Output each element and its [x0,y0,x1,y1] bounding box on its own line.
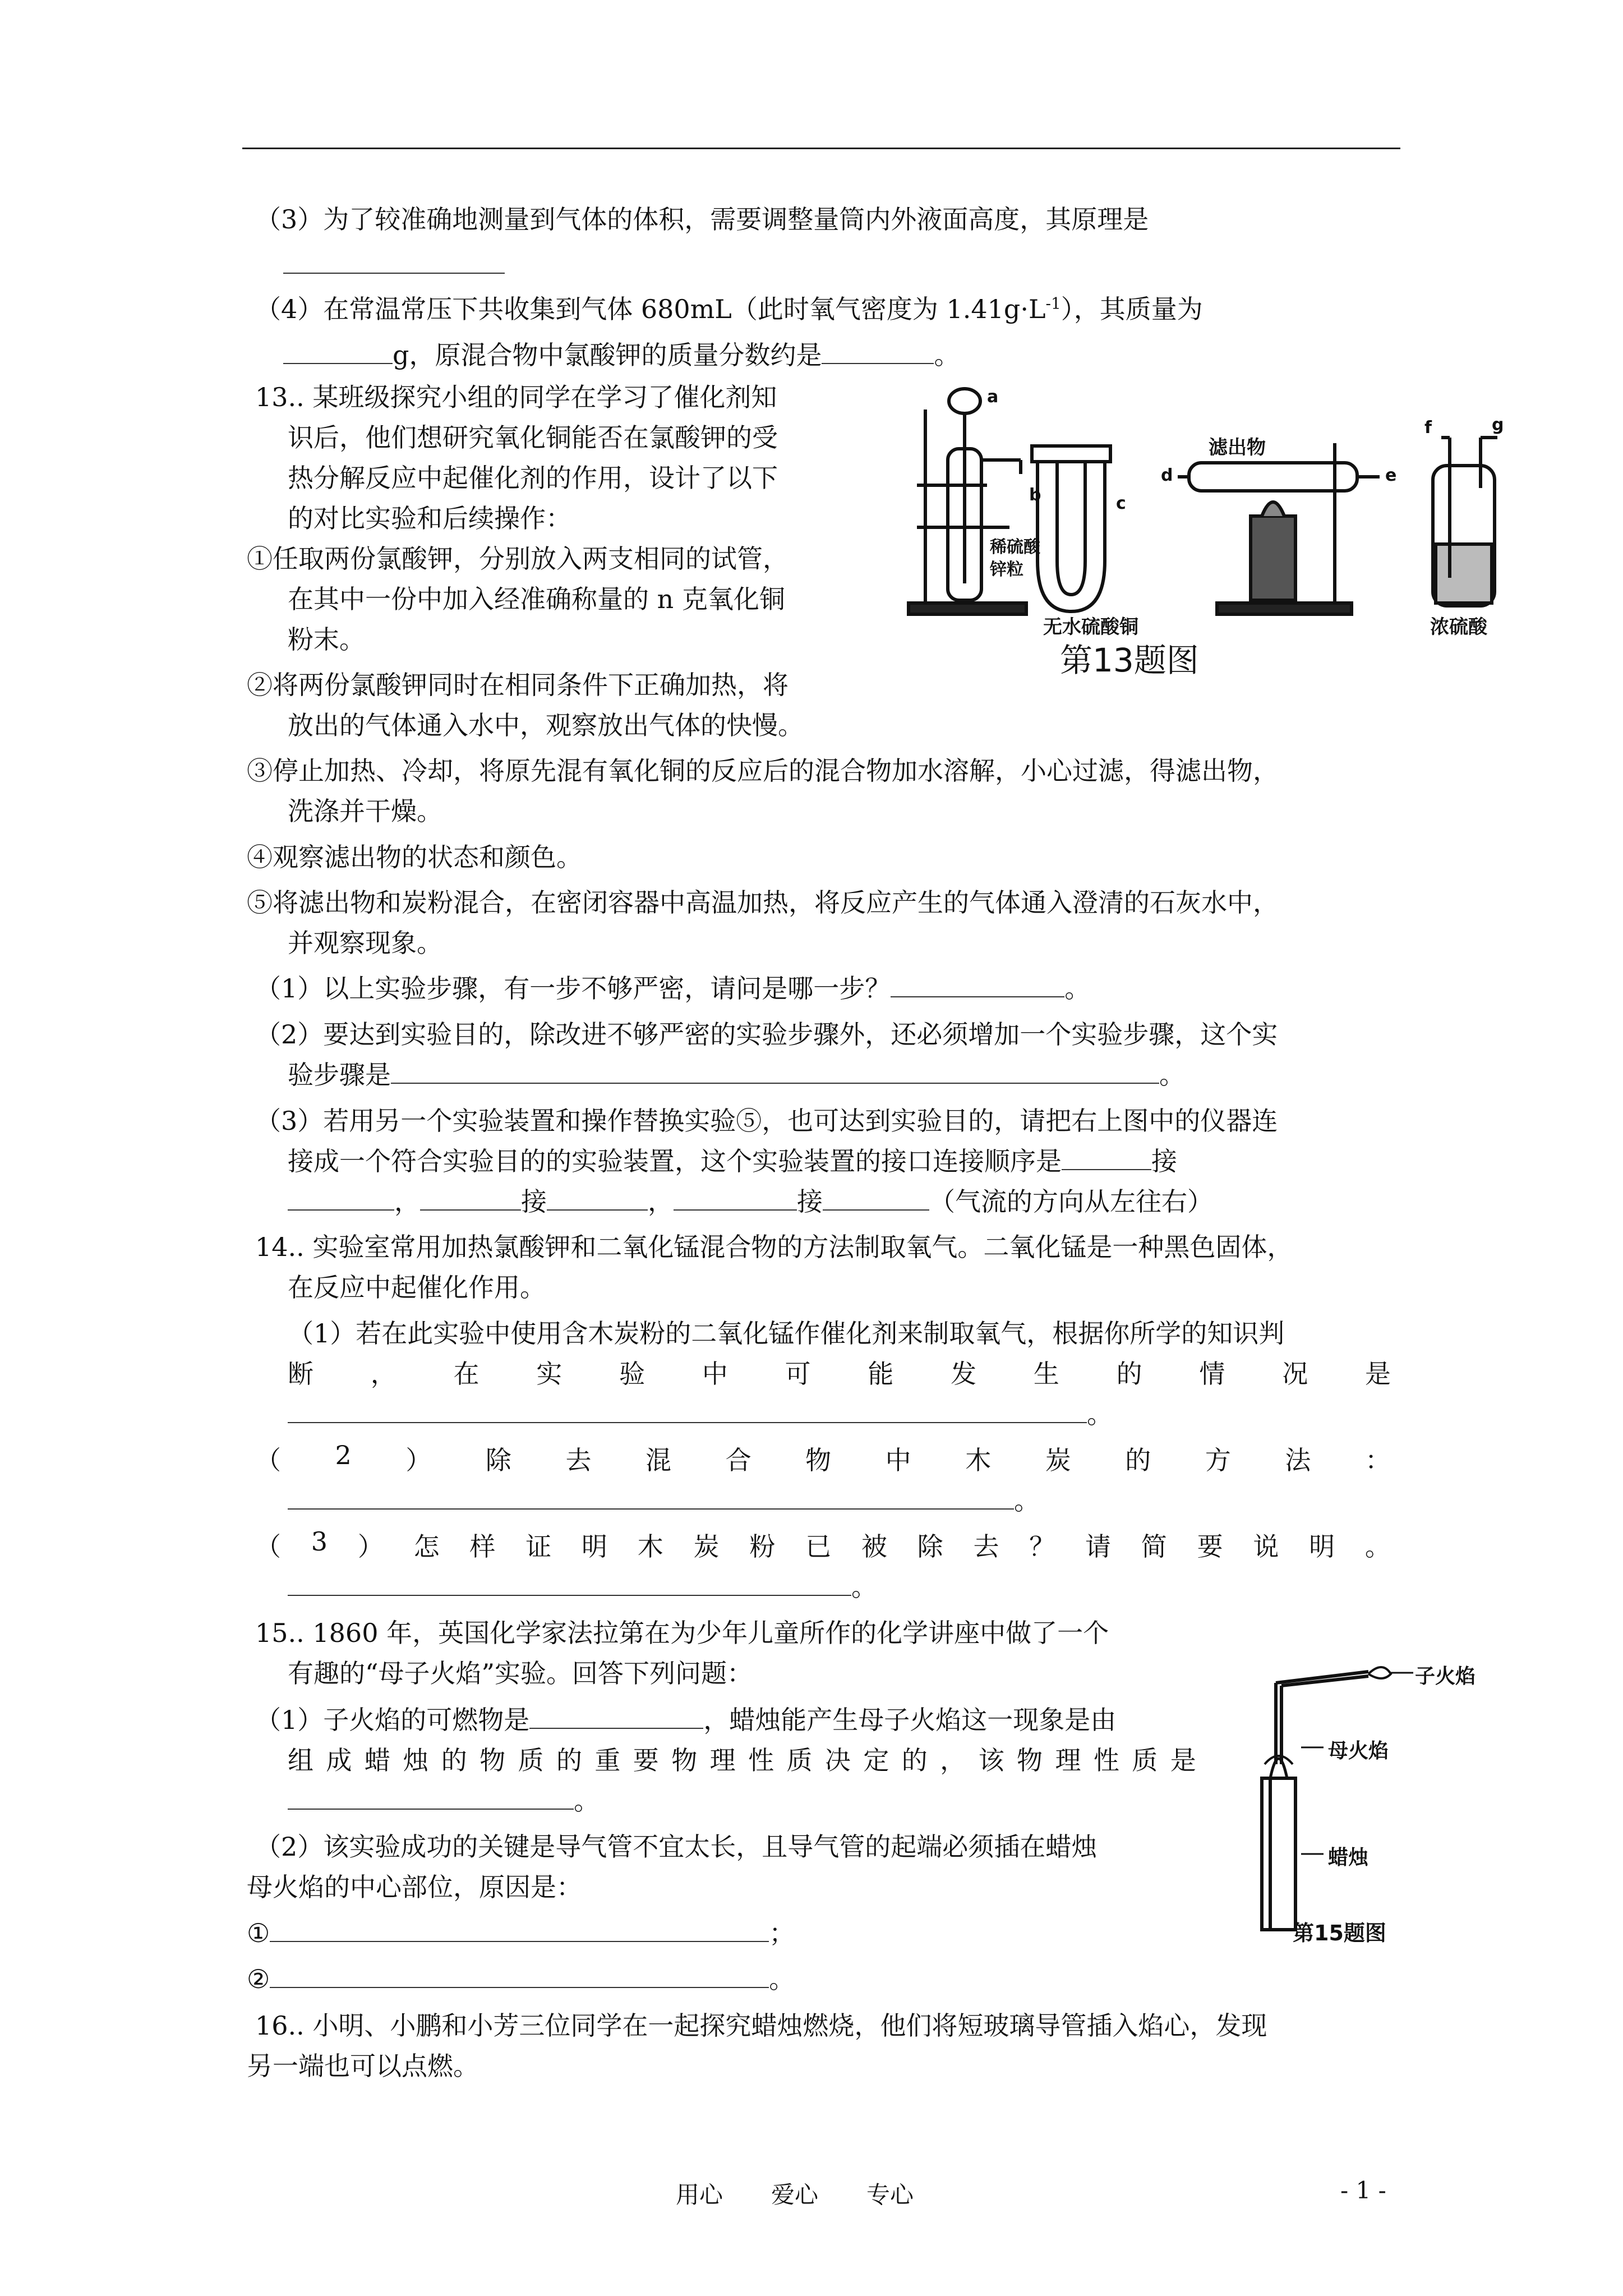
label-conc-acid: 浓硫酸 [1430,616,1487,638]
q14-ans2-1: （ 2 ） 除 去 混 合 物 中 木 炭 的 方 法 ： [255,1440,1391,1475]
q14-line2: 在反应中起催化作用。 [288,1272,546,1303]
q13-ans3-2: 接成一个符合实验目的的实验装置，这个实验装置的接口连接顺序是 接 [288,1146,1177,1176]
q15-fuel-blank[interactable] [529,1705,703,1729]
q14-ans1-2: 断 ， 在 实 验 中 可 能 发 生 的 情 况 是 [288,1359,1391,1389]
label-g: g [1492,415,1504,435]
q13-ans2-1: （2）要达到实验目的，除改进不够严密的实验步骤外，还必须增加一个实验步骤，这个实 [255,1019,1278,1050]
q14-line1: 14.. 实验室常用加热氯酸钾和二氧化锰混合物的方法制取氧气。二氧化锰是一种黑色固体， [255,1232,1293,1262]
q13-ans2-blank[interactable] [391,1060,1159,1084]
label-e: e [1385,466,1397,485]
q14-ans3-blank[interactable] [288,1572,851,1596]
q14-ans2-2: 。 [288,1480,1040,1517]
q13-step3-1: ③停止加热、冷却，将原先混有氧化铜的反应后的混合物加水溶解，小心过滤，得滤出物， [247,756,1279,786]
q14-ans3-2: 。 [288,1567,877,1604]
q13-figure-caption: 第13题图 [1060,641,1199,679]
q13-intro-4: 的对比实验和后续操作： [288,503,571,533]
q14-ans1-1: （1）若在此实验中使用含木炭粉的二氧化锰作催化剂来制取氧气，根据你所学的知识判 [288,1318,1285,1349]
q13-step1-3: 粉末。 [288,624,365,655]
label-zinc: 锌粒 [990,560,1023,579]
q15-reason-2: ② 。 [247,1964,795,1994]
q16-line1: 16.. 小明、小鹏和小芳三位同学在一起探究蜡烛燃烧，他们将短玻璃导管插入焰心，发现 [255,2010,1267,2041]
label-d: d [1161,466,1173,485]
label-cuso4: 无水硫酸铜 [1043,616,1138,638]
q15-ans1-1: （1）子火焰的可燃物是 ，蜡烛能产生母子火焰这一现象是由 [255,1705,1117,1735]
q14-ans2-blank[interactable] [288,1486,1014,1510]
q13-ans3-3: ， 接 ， 接 （气流的方向从左往右） [288,1181,1213,1218]
label-f: f [1424,418,1432,438]
label-dilute-acid: 稀硫酸 [990,537,1040,557]
q12-part3: （3）为了较准确地测量到气体的体积，需要调整量筒内外液面高度，其原理是 [255,204,1149,234]
q13-step5-2: 并观察现象。 [288,928,442,958]
label-child-flame: 子火焰 [1415,1665,1476,1688]
q13-step1-2: 在其中一份中加入经准确称量的 n 克氧化铜 [288,584,785,614]
q13-ans1: （1）以上实验步骤，有一步不够严密，请问是哪一步？ 。 [255,973,1091,1004]
q13-intro-1: 13.. 某班级探究小组的同学在学习了催化剂知 [255,382,777,412]
header-rule [242,148,1400,149]
label-c: c [1116,494,1126,513]
q15-reason-2-blank[interactable] [270,1964,769,1988]
q15-ans1-2: 组 成 蜡 烛 的 物 质 的 重 要 物 理 性 质 决 定 的 ， 该 物 理 性 质 是 [288,1745,1196,1775]
q13-step2-1: ②将两份氯酸钾同时在相同条件下正确加热，将 [247,670,789,700]
q13-step1-1: ①任取两份氯酸钾，分别放入两支相同的试管， [247,544,789,574]
q12-part4-line1: （4）在常温常压下共收集到气体 680mL（此时氧气密度为 $1.41g\cdot L^{-1}$），其质量为 [255,294,1203,324]
label-candle: 蜡烛 [1328,1846,1369,1869]
page-number: - 1 - [1340,2177,1386,2204]
q15-line2: 有趣的“母子火焰”实验。回答下列问题： [288,1658,753,1688]
q13-conn-blank-6[interactable] [823,1187,929,1211]
label-b: b [1029,485,1041,505]
q13-apparatus-figure [903,376,1509,690]
q13-ans1-blank[interactable] [891,974,1064,997]
q13-step5-1: ⑤将滤出物和炭粉混合，在密闭容器中高温加热，将反应产生的气体通入澄清的石灰水中， [247,887,1279,918]
q12-part4-line2: g，原混合物中氯酸钾的质量分数约是 。 [283,335,960,372]
label-mother-flame: 母火焰 [1328,1740,1389,1763]
q13-intro-2: 识后，他们想研究氧化铜能否在氯酸钾的受 [288,422,778,453]
q13-step2-2: 放出的气体通入水中，观察放出气体的快慢。 [288,710,804,740]
q14-ans3-1: （ 3 ） 怎 样 证 明 木 炭 粉 已 被 除 去 ？ 请 简 要 说 明 。 [255,1526,1391,1562]
q15-line1: 15.. 1860 年，英国化学家法拉第在为少年儿童所作的化学讲座中做了一个 [255,1618,1109,1648]
q15-reason-1: ① ； [247,1918,795,1948]
q15-candle-figure [1251,1660,1492,1952]
q14-ans1-blank[interactable] [288,1400,1087,1423]
footer-motto-2: 爱心 [771,2181,819,2208]
q12-part3-answer[interactable] [283,250,505,280]
q13-intro-3: 热分解反应中起催化剂的作用，设计了以下 [288,463,778,493]
q15-ans2-1: （2）该实验成功的关键是导气管不宜太长，且导气管的起端必须插在蜡烛 [255,1832,1098,1862]
q13-conn-blank-3[interactable] [420,1187,521,1211]
q13-step3-2: 洗涤并干燥。 [288,796,442,826]
footer-motto-1: 用心 [676,2181,723,2208]
footer-motto-3: 专心 [866,2181,914,2208]
q13-conn-blank-5[interactable] [674,1187,797,1211]
q15-reason-1-blank[interactable] [270,1918,769,1942]
q12-fraction-blank[interactable] [822,341,934,364]
q15-ans1-3: 。 [288,1780,600,1818]
q15-candle-drawing [1251,1660,1492,1952]
q13-step4: ④观察滤出物的状态和颜色。 [247,842,582,872]
q13-conn-blank-2[interactable] [288,1187,394,1211]
label-a: a [987,387,999,407]
q13-conn-blank-4[interactable] [547,1187,648,1211]
q15-ans2-2: 母火焰的中心部位，原因是： [247,1872,582,1902]
q13-conn-blank-1[interactable] [1062,1147,1151,1170]
q13-ans2-2: 验步骤是 。 [288,1060,1185,1090]
q15-property-blank[interactable] [288,1786,574,1810]
q16-line2: 另一端也可以点燃。 [247,2051,479,2081]
q15-figure-caption: 第15题图 [1293,1921,1386,1945]
label-filtrate: 滤出物 [1209,436,1266,459]
q12-mass-blank[interactable] [283,341,393,364]
q14-ans1-3: 。 [288,1394,1113,1431]
q13-ans3-1: （3）若用另一个实验装置和操作替换实验⑤，也可达到实验目的，请把右上图中的仪器连 [255,1106,1278,1136]
